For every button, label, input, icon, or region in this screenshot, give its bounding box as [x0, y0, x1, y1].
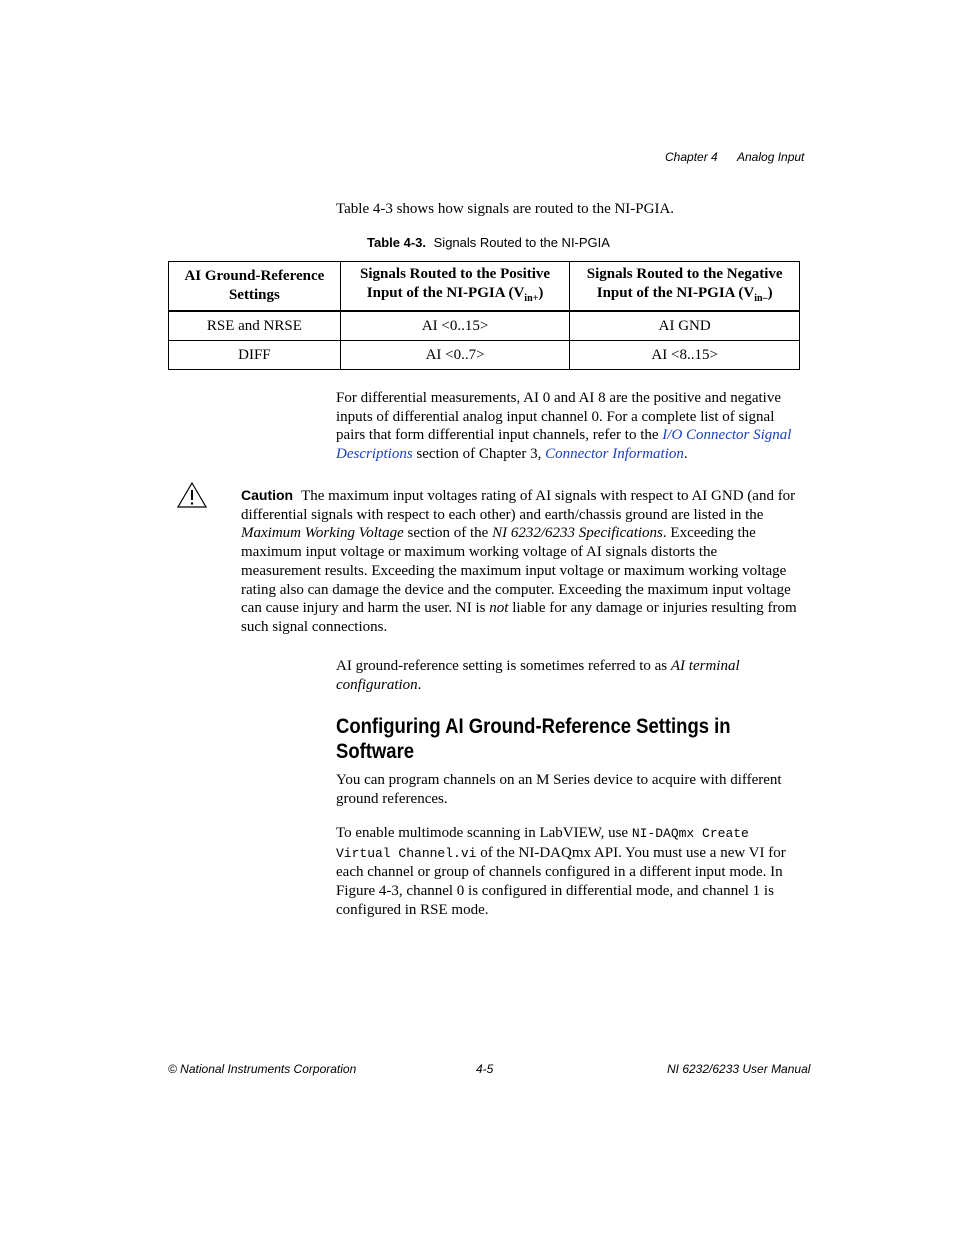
table-caption-label: Table 4-3. — [367, 235, 427, 250]
para1-text-b: section of Chapter 3, — [412, 446, 546, 463]
header-positive-close: ) — [538, 284, 544, 301]
program-channels-paragraph: You can program channels on an M Series device to acquire with different ground references. — [336, 772, 782, 807]
cell-positive: AI <0..15> — [340, 312, 570, 341]
section-heading: Configuring AI Ground-Reference Settings in Software — [336, 715, 731, 763]
header-ground-reference: AI Ground-Reference Settings — [169, 262, 341, 311]
footer-page-number: 4-5 — [476, 1062, 494, 1076]
para1-text-c: . — [683, 446, 688, 463]
table-caption-text: Signals Routed to the NI-PGIA — [433, 235, 610, 250]
differential-paragraph — [336, 389, 800, 464]
table-caption — [367, 235, 610, 250]
para4-text-b: of the NI-DAQmx API. You must use a new VI for each channel or group of channels configured in a different input mode. In Figure 4-3, channel 0 is configured in differential mode, and channel 1 is configured in RSE mode. — [336, 844, 786, 918]
cell-negative: AI GND — [570, 312, 800, 341]
para1-text-a: For differential measurements, AI 0 and AI 8 are the positive and negative inputs of differential analog input channel 0. For a complete list of signal pairs that form differential input channels, refer to the — [336, 390, 782, 444]
header-negative-close: ) — [767, 284, 773, 301]
header-positive-main: Signals Routed to the Positive Input of the NI-PGIA (V — [360, 265, 551, 301]
header-negative-input — [570, 262, 800, 311]
caution-italic-3: not — [489, 600, 509, 617]
caution-text-b: section of the — [403, 525, 493, 542]
multimode-paragraph — [336, 824, 800, 920]
cell-setting: DIFF — [169, 341, 341, 370]
connector-information-link[interactable]: Connector Information — [545, 446, 684, 463]
io-connector-link[interactable]: I/O Connector Signal Descriptions — [336, 427, 792, 463]
cell-setting: RSE and NRSE — [169, 312, 341, 341]
header-negative-sub: in– — [754, 292, 768, 304]
table-header-row — [169, 262, 800, 311]
create-virtual-channel-code: NI-DAQmx Create Virtual Channel.vi — [336, 826, 749, 861]
terminal-config-paragraph — [336, 657, 800, 694]
para2-text-a: AI ground-reference setting is sometimes referred to as — [336, 658, 671, 674]
caution-block — [241, 486, 800, 637]
para4-text-a: To enable multimode scanning in LabVIEW, use — [336, 825, 632, 841]
caution-italic-2: NI 6232/6233 Specifications — [492, 525, 663, 542]
caution-text-a: The maximum input voltages rating of AI signals with respect to AI GND (and for differential signals with respect to each other) and earth/chassis ground are listed in the — [241, 488, 796, 523]
caution-text-d: liable for any damage or injuries resulting from such signal connections. — [241, 600, 797, 635]
warning-triangle-icon — [177, 482, 207, 508]
cell-positive: AI <0..7> — [340, 341, 570, 370]
intro-text: Table 4-3 shows how signals are routed to the NI-PGIA. — [336, 201, 675, 217]
footer-manual-title: NI 6232/6233 User Manual — [667, 1062, 811, 1076]
header-section: Analog Input — [737, 150, 805, 164]
header-positive-input — [340, 262, 570, 311]
table-row — [169, 341, 800, 370]
caution-italic-1: Maximum Working Voltage — [241, 525, 404, 542]
caution-label: Caution — [241, 487, 294, 503]
header-positive-sub: in+ — [524, 292, 539, 304]
para2-italic: AI terminal configuration — [336, 658, 740, 693]
header-chapter: Chapter 4 — [665, 150, 718, 164]
cell-negative: AI <8..15> — [570, 341, 800, 370]
footer-copyright: © National Instruments Corporation — [168, 1062, 357, 1076]
signals-table — [168, 261, 800, 370]
table-row — [169, 312, 800, 341]
header-negative-main: Signals Routed to the Negative Input of the NI-PGIA (V — [586, 265, 783, 301]
para2-text-b: . — [417, 676, 422, 693]
caution-text-c: . Exceeding the maximum input voltage or maximum working voltage of AI signals distorts the measurement results. Exceeding the maximum input voltage or maximum working voltage rating also can damage the device and the computer. Exceeding the maximum input voltage can cause injury and harm the user. NI is — [241, 525, 791, 617]
